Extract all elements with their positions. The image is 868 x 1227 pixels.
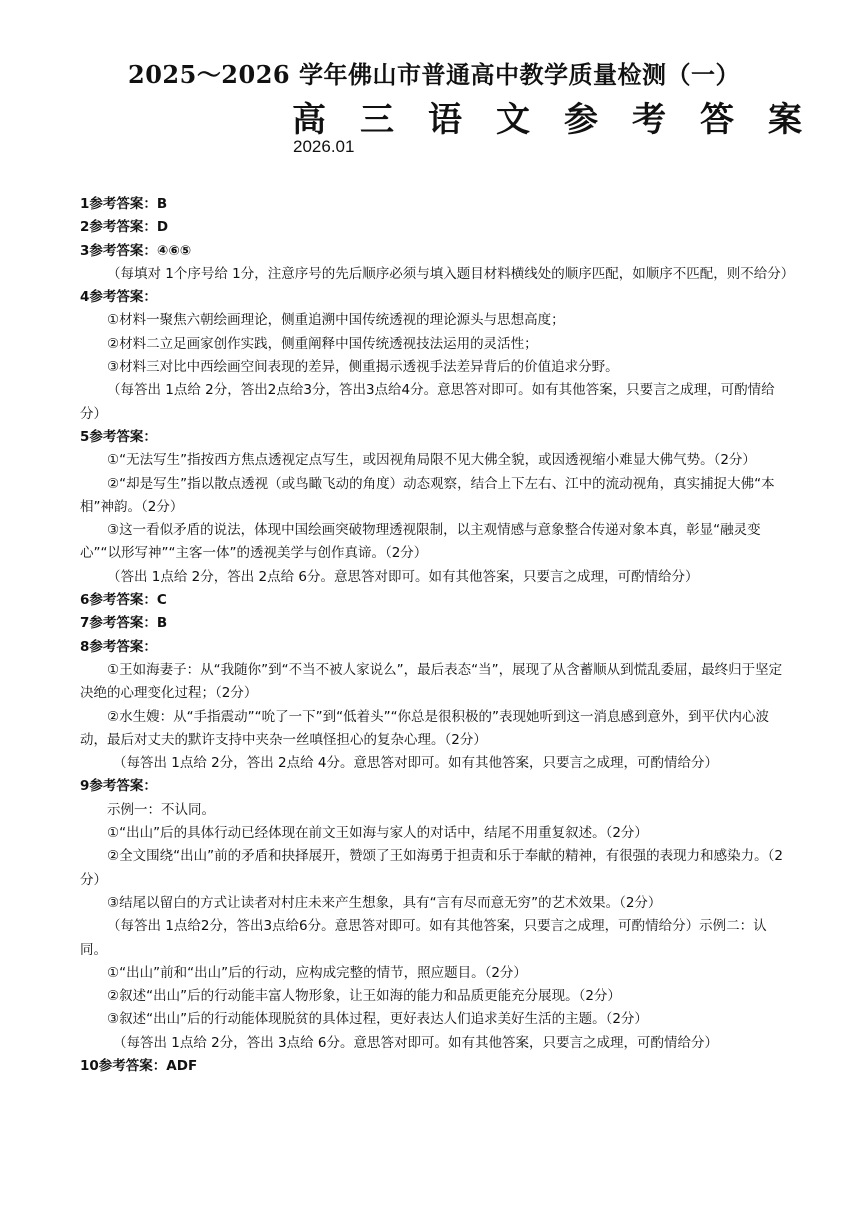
- answer-line: （每填对 1个序号给 1分，注意序号的先后顺序必须与填入题目材料横线处的顺序匹配，如顺序不匹配，则不给分）: [107, 265, 795, 282]
- answer-line: ②全文围绕“出山”前的矛盾和抉择展开，赞颂了王如海勇于担责和乐于奉献的精神，有很强的表现力和感染力。（2分）: [80, 848, 783, 888]
- answer-line: （答出 1点给 2分，答出 2点给 6分。意思答对即可。如有其他答案，只要言之成理，可酌情给分）: [107, 568, 699, 585]
- answer-line: ②材料二立足画家创作实践，侧重阐释中国传统透视技法运用的灵活性；: [107, 335, 538, 352]
- answer-heading: 9参考答案：: [80, 778, 157, 795]
- answer-heading: 8参考答案：: [80, 638, 157, 655]
- answer-line: ②水生嫂：从“手指震动”“吮了一下”到“低着头”“你总是很积极的”表现她听到这一消息感到意外，到平伏内心波动，最后对丈夫的默许支持中夹杂一丝嗔怪担心的复杂心理。（2分）: [80, 708, 770, 748]
- answer-line: （每答出 1点给 2分，答出 3点给 6分。意思答对即可。如有其他答案，只要言之成理，可酌情给分）: [113, 1034, 719, 1051]
- answer-heading: 3参考答案：④⑥⑤: [80, 242, 192, 259]
- answer-line: ③材料三对比中西绘画空间表现的差异，侧重揭示透视手法差异背后的价值追求分野。: [107, 359, 619, 376]
- answer-line: ①材料一聚焦六朝绘画理论，侧重追溯中国传统透视的理论源头与思想高度；: [107, 312, 565, 329]
- answer-heading: 2参考答案：D: [80, 219, 169, 236]
- answer-list: [80, 193, 795, 1078]
- answer-line: ③这一看似矛盾的说法，体现中国绘画突破物理透视限制，以主观情感与意象整合传递对象本真，彰显“融灵变心”“以形写神”“主客一体”的透视美学与创作真谛。（2分）: [80, 522, 761, 562]
- answer-heading: 1参考答案：B: [80, 196, 168, 212]
- answer-line: 示例一：不认同。: [107, 801, 215, 818]
- answer-line: ③叙述“出山”后的行动能体现脱贫的具体过程，更好表达人们追求美好生活的主题。（2分）: [107, 1011, 648, 1028]
- answer-heading: 10参考答案：ADF: [80, 1057, 198, 1074]
- answer-line: ①王如海妻子：从“我随你”到“不当不被人家说么”，最后表态“当”，展现了从含蓄顺从到慌乱委屈，最终归于坚定决绝的心理变化过程；（2分）: [80, 661, 783, 702]
- answer-heading: 7参考答案：B: [80, 615, 168, 632]
- answer-line: ①“出山”前和“出山”后的行动，应构成完整的情节，照应题目。（2分）: [107, 964, 527, 981]
- answer-line: ①“出山”后的具体行动已经体现在前文王如海与家人的对话中，结尾不用重复叙述。（2分）: [107, 825, 648, 842]
- answer-heading: 6参考答案：C: [80, 592, 167, 609]
- answer-line: （每答出 1点给2分，答出3点给6分。意思答对即可。如有其他答案，只要言之成理，可酌情给分）示例二：认同。: [80, 918, 767, 958]
- answer-line: （每答出 1点给 2分，答出2点给3分，答出3点给4分。意思答对即可。如有其他答案，只要言之成理，可酌情给分）: [80, 382, 775, 422]
- exam-subtitle: 高三语文参考答案: [292, 100, 836, 140]
- answer-line: （每答出 1点给 2分，答出 2点给 4分。意思答对即可。如有其他答案，只要言之成理，可酌情给分）: [113, 755, 719, 772]
- answer-line: ③结尾以留白的方式让读者对村庄未来产生想象，具有“言有尽而意无穷”的艺术效果。（2分）: [107, 894, 662, 911]
- answer-line: ①“无法写生”指按西方焦点透视定点写生，或因视角局限不见大佛全貌，或因透视缩小难显大佛气势。（2分）: [107, 452, 756, 469]
- exam-date: 2026.01: [293, 137, 355, 156]
- answer-heading: 4参考答案：: [80, 289, 157, 306]
- exam-title: 2025～2026 学年佛山市普通高中教学质量检测（一）: [128, 60, 740, 89]
- answer-line: ②叙述“出山”后的行动能丰富人物形象，让王如海的能力和品质更能充分展现。（2分）: [107, 988, 621, 1005]
- answer-line: ②“却是写生”指以散点透视（或鸟瞰飞动的角度）动态观察，结合上下左右、江中的流动视角，真实捕捉大佛“本相”神韵。（2分）: [80, 475, 775, 515]
- answer-heading: 5参考答案：: [80, 428, 157, 445]
